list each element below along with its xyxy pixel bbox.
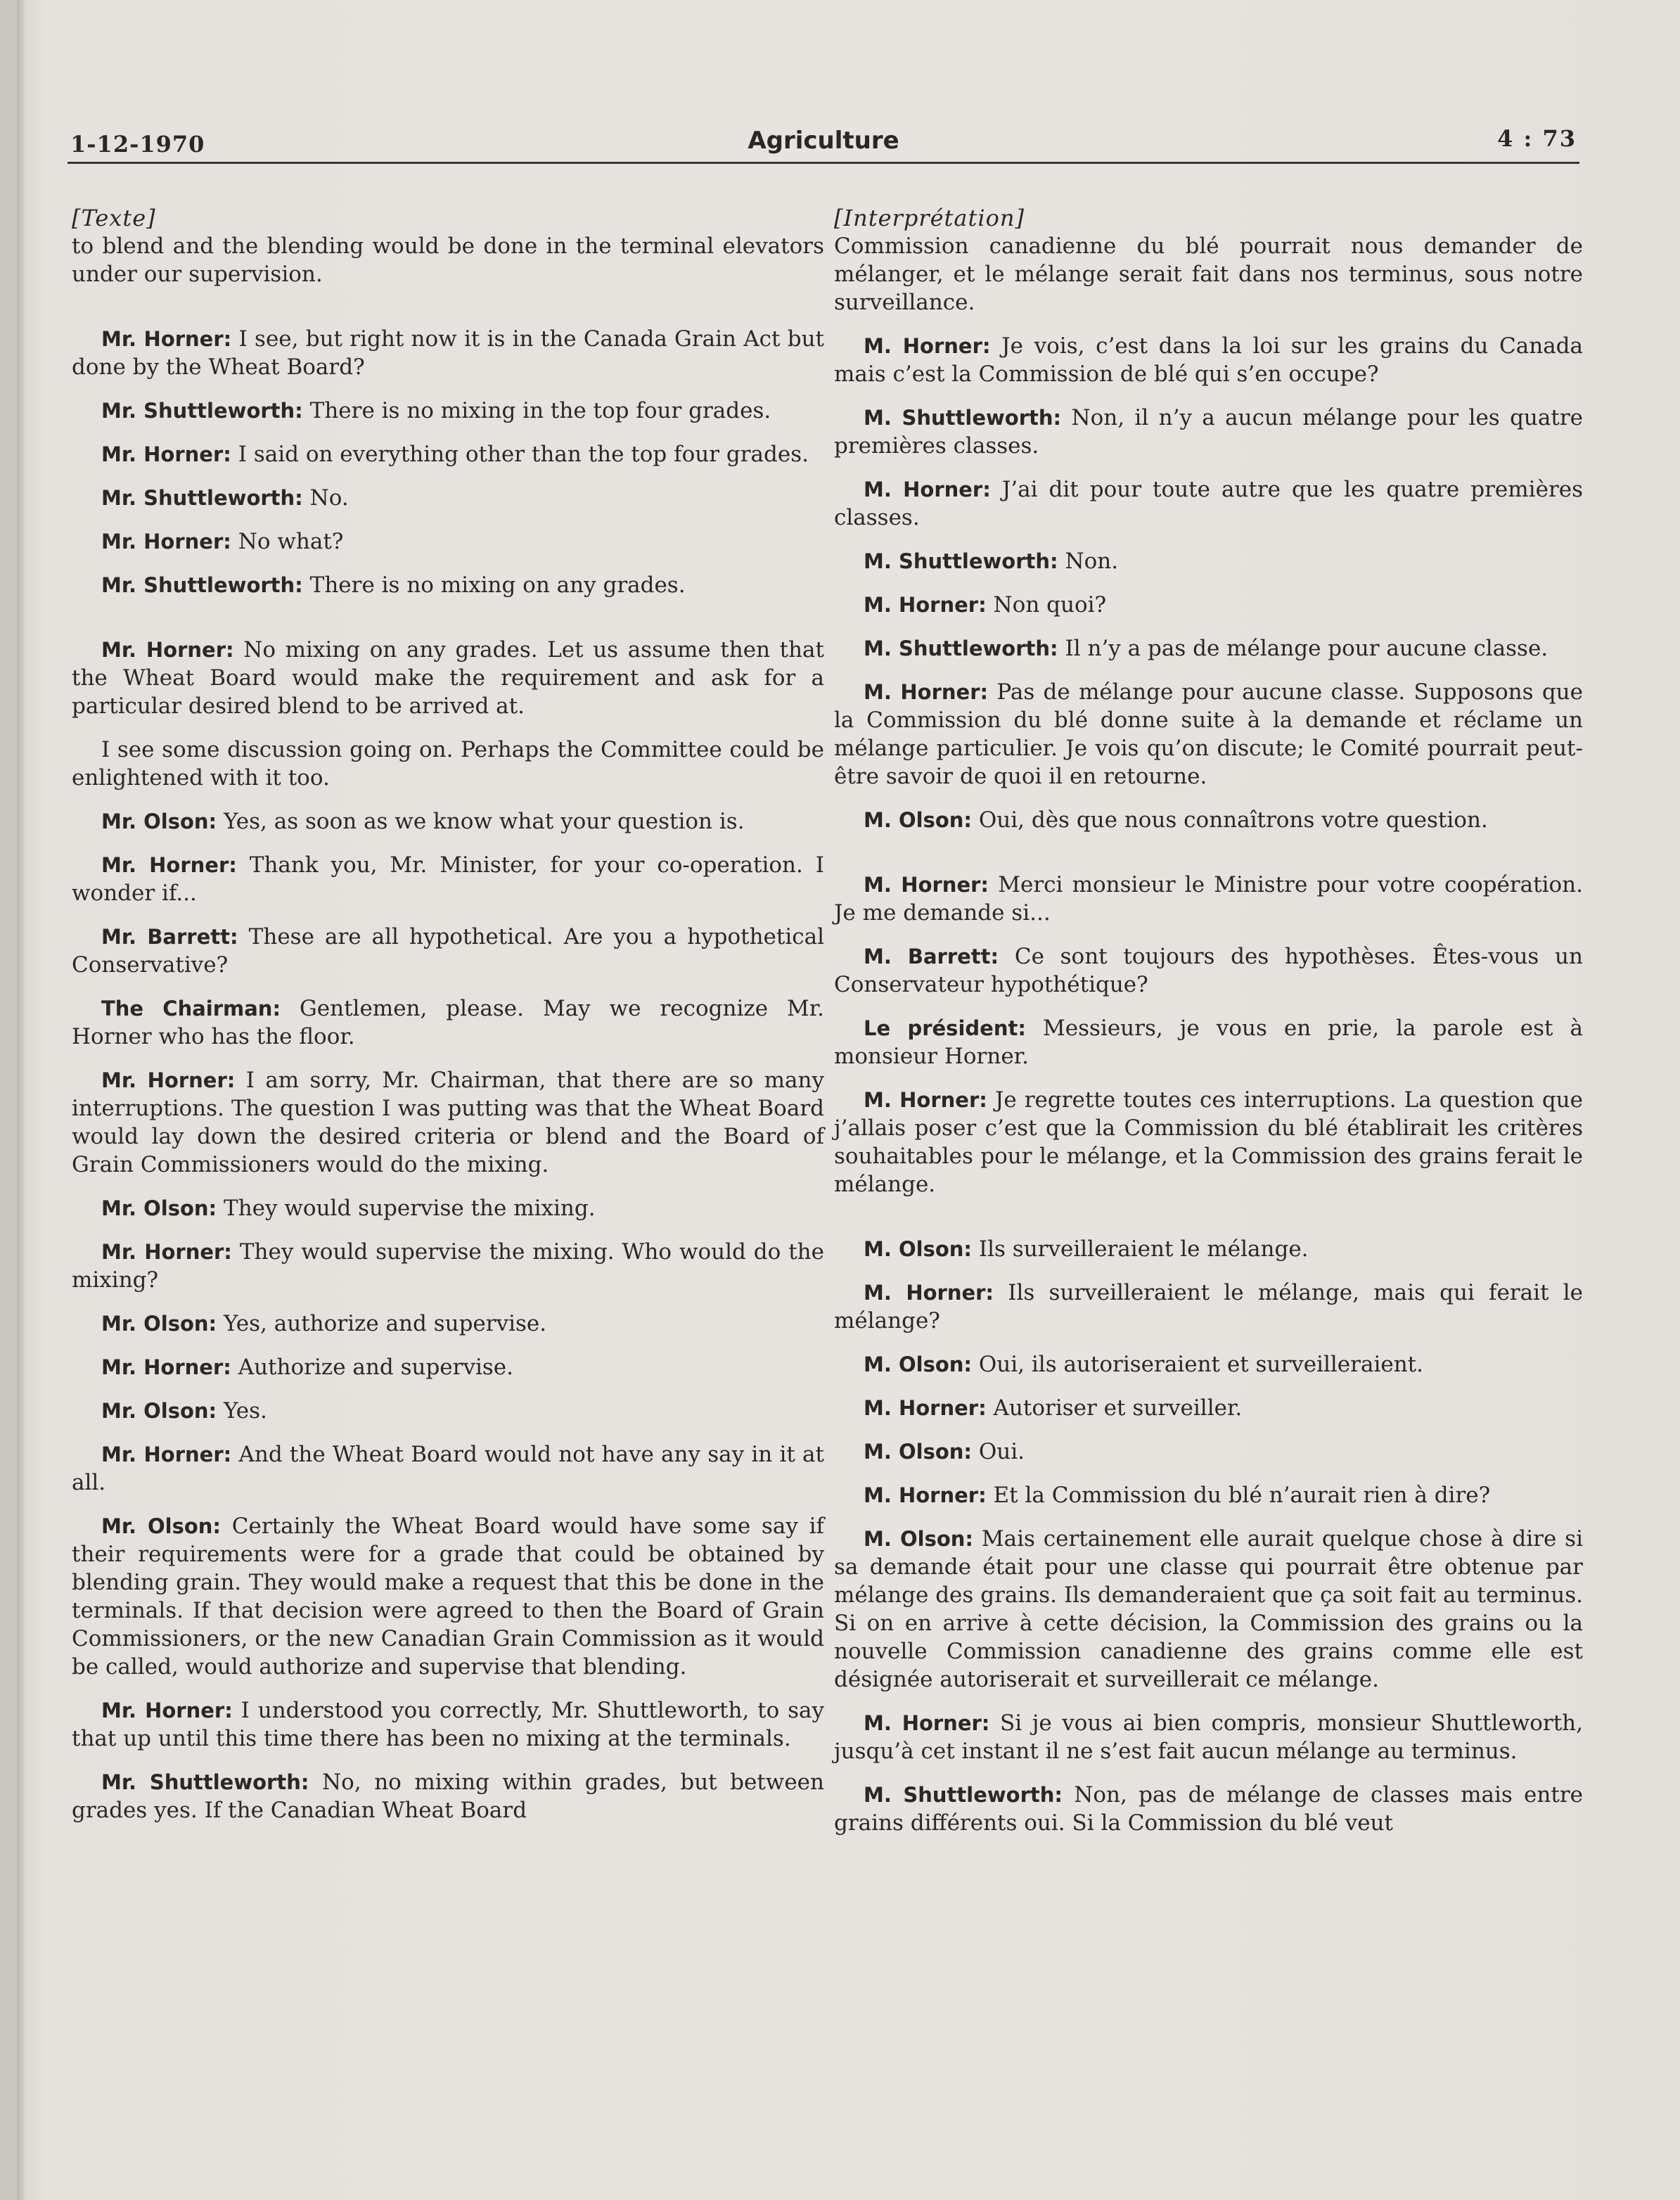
speech-text: I understood you correctly, Mr. Shuttleworth, to say that up until this time there has been no mixing at the terminals. [72,1698,824,1751]
transcript-paragraph [72,736,824,792]
speech-text: They would supervise the mixing. Who would do the mixing? [72,1239,824,1293]
transcript-paragraph [834,547,1583,575]
speech-text: These are all hypothetical. Are you a hypothetical Conservative? [72,924,825,978]
speech-text: Yes, authorize and supervise. [224,1311,547,1336]
transcript-paragraph [834,1014,1583,1070]
speech-text: Oui, ils autoriseraient et surveilleraient. [978,1352,1423,1377]
paragraph-gap [834,1214,1583,1235]
speech-text: Ils surveilleraient le mélange. [978,1236,1309,1262]
speaker-name: Mr. Olson: [101,1196,217,1220]
speaker-name: M. Horner: [864,680,989,704]
speaker-name: M. Olson: [864,808,972,832]
transcript-paragraph [72,232,824,288]
transcript-paragraph [72,1194,824,1222]
speech-text: Merci monsieur le Ministre pour votre coopération. Je me demande si... [834,872,1583,926]
speaker-name: Mr. Horner: [101,442,231,466]
speech-text: Il n’y a pas de mélange pour aucune classe. [1065,636,1548,661]
speaker-name: Mr. Horner: [101,1240,232,1264]
speaker-name: Mr. Horner: [101,853,237,877]
speaker-name: M. Olson: [864,1352,972,1376]
speech-text: Et la Commission du blé n’aurait rien à dire? [993,1483,1491,1508]
speaker-name: The Chairman: [101,997,281,1021]
speaker-name: Mr. Olson: [101,1514,222,1538]
speaker-name: Mr. Horner: [101,1068,236,1092]
transcript-paragraph [834,1394,1583,1422]
speaker-name: M. Shuttleworth: [864,549,1058,573]
transcript-paragraph [72,1397,824,1425]
speaker-name: Mr. Horner: [101,327,232,351]
transcript-paragraph [72,851,824,907]
speech-text: And the Wheat Board would not have any say in it at all. [72,1442,824,1495]
speech-text: Je regrette toutes ces interruptions. La question que j’allais poser c’est que la Commission du blé établirait les critères souhaitables pour le mélange, et la Commission des grains ferait le mélange. [834,1087,1583,1197]
transcript-paragraph [72,995,824,1051]
transcript-paragraph [834,1350,1583,1379]
speech-text: I said on everything other than the top four grades. [238,442,809,467]
speech-text: There is no mixing on any grades. [309,573,686,598]
transcript-paragraph [72,1696,824,1753]
speaker-name: M. Horner: [864,1396,987,1420]
transcript-paragraph [72,571,824,599]
speech-text: to blend and the blending would be done in the terminal elevators under our supervision. [72,234,824,287]
transcript-paragraph [834,404,1583,460]
speaker-name: M. Horner: [864,478,991,501]
speech-text: Gentlemen, please. May we recognize Mr. Horner who has the floor. [72,996,824,1049]
transcript-paragraph [72,636,824,720]
transcript-paragraph [834,871,1583,927]
speech-text: Mais certainement elle aurait quelque chose à dire si sa demande était pour une classe qui pourrait être obtenue par mélange des grains. Ils demanderaient que ça soit fait au terminus. Si on en arrive à cette décision, la Commission des grains ou la nouvelle Commission canadienne des grains comme elle est désignée autoriserait et surveillerait ce mélange. [834,1526,1583,1692]
transcript-paragraph [72,1353,824,1381]
speech-text: J’ai dit pour toute autre que les quatre premières classes. [834,477,1584,530]
section-label-texte: [Texte] [72,205,156,231]
transcript-paragraph [834,1438,1583,1466]
transcript-paragraph [72,325,824,381]
speaker-name: Mr. Olson: [101,1399,217,1423]
transcript-paragraph [834,1781,1583,1837]
speaker-name: Mr. Shuttleworth: [101,399,303,423]
speaker-name: M. Horner: [864,1483,987,1507]
speaker-name: M. Horner: [864,593,987,617]
speaker-name: Mr. Horner: [101,1355,231,1379]
speech-text: Je vois, c’est dans la loi sur les grains du Canada mais c’est la Commission de blé qui s’en occupe? [834,333,1584,387]
speech-text: Ce sont toujours des hypothèses. Êtes-vous un Conservateur hypothétique? [834,944,1583,997]
speaker-name: Mr. Shuttleworth: [101,573,303,597]
speaker-name: M. Barrett: [864,945,999,968]
transcript-paragraph [834,232,1583,316]
speaker-name: M. Horner: [864,334,991,358]
speech-text: I see some discussion going on. Perhaps the Committee could be enlightened with it too. [72,737,824,791]
transcript-paragraph [72,1066,824,1179]
transcript-paragraph [834,1481,1583,1509]
transcript-paragraph [72,807,824,836]
speaker-name: M. Horner: [864,1711,990,1735]
running-header [68,105,1579,164]
speech-text: They would supervise the mixing. [224,1196,596,1221]
speaker-name: Mr. Barrett: [101,925,238,949]
transcript-paragraph [834,332,1583,388]
paragraph-gap [72,615,824,636]
transcript-paragraph [834,591,1583,619]
speech-text: There is no mixing in the top four grades. [309,398,771,423]
speech-text: Ils surveilleraient le mélange, mais qui ferait le mélange? [834,1280,1584,1334]
transcript-paragraph [834,1279,1583,1335]
speech-text: Oui, dès que nous connaîtrons votre question. [978,807,1488,833]
speaker-name: Mr. Horner: [101,530,231,554]
speaker-name: M. Olson: [864,1237,972,1261]
transcript-paragraph [834,806,1583,834]
transcript-paragraph [834,942,1583,999]
transcript-paragraph [72,1512,824,1681]
speech-text: Authorize and supervise. [238,1355,513,1380]
speaker-name: Mr. Olson: [101,810,217,833]
transcript-paragraph [72,1440,824,1497]
paragraph-gap [834,850,1583,871]
speech-text: No mixing on any grades. Let us assume then that the Wheat Board would make the requirement and ask for a particular desired blend to be arrived at. [72,637,824,719]
transcript-paragraph [72,923,824,979]
speaker-name: Le président: [864,1016,1026,1040]
speech-text: Commission canadienne du blé pourrait nous demander de mélanger, et le mélange serait fait dans nos terminus, sous notre surveillance. [834,234,1583,315]
header-page-number: 4 : 73 [1497,125,1577,152]
speaker-name: M. Horner: [864,873,989,897]
speech-text: I see, but right now it is in the Canada Grain Act but done by the Wheat Board? [72,326,824,380]
transcript-paragraph [834,475,1583,532]
french-column [834,204,1583,1853]
speaker-name: Mr. Shuttleworth: [101,486,303,510]
speech-text: Yes. [224,1398,267,1424]
speaker-name: M. Horner: [864,1281,994,1305]
speech-text: Si je vous ai bien compris, monsieur Shuttleworth, jusqu’à cet instant il ne s’est fait aucun mélange au terminus. [834,1710,1583,1764]
speaker-name: Mr. Olson: [101,1312,217,1336]
transcript-paragraph [834,1086,1583,1198]
speech-text: Messieurs, je vous en prie, la parole est à monsieur Horner. [834,1016,1583,1069]
speech-text: Non, il n’y a aucun mélange pour les quatre premières classes. [834,405,1583,459]
header-date: 1-12-1970 [70,131,205,158]
speaker-name: Mr. Horner: [101,1699,233,1722]
transcript-paragraph [72,1768,824,1824]
header-title: Agriculture [748,127,899,155]
speaker-name: M. Shuttleworth: [864,637,1058,660]
transcript-paragraph [834,634,1583,663]
speaker-name: Mr. Shuttleworth: [101,1770,309,1794]
speech-text: Yes, as soon as we know what your question is. [224,809,745,834]
transcript-paragraph [72,484,824,512]
english-column [72,204,824,1840]
speech-text: Thank you, Mr. Minister, for your co-operation. I wonder if... [72,852,824,906]
speaker-name: Mr. Horner: [101,1443,232,1466]
speaker-name: M. Olson: [864,1440,972,1464]
transcript-paragraph [72,1310,824,1338]
speech-text: Autoriser et surveiller. [993,1395,1243,1421]
speech-text: I am sorry, Mr. Chairman, that there are so many interruptions. The question I was putting was that the Wheat Board would lay down the desired criteria or blend and the Board of Grain Commissioners would do the mixing. [72,1068,824,1177]
speaker-name: M. Olson: [864,1527,973,1551]
speech-text: No what? [238,529,344,554]
speech-text: Non. [1065,549,1119,574]
transcript-paragraph [834,1709,1583,1765]
transcript-paragraph [834,1235,1583,1263]
transcript-paragraph [72,527,824,556]
speaker-name: Mr. Horner: [101,638,234,662]
speech-text: Certainly the Wheat Board would have some say if their requirements were for a grade that could be obtained by blending grain. They would make a request that this be done in the terminals. If that decision were agreed to then the Board of Grain Commissioners, or the new Canadian Grain Commission as it would be called, would authorize and supervise that blending. [72,1514,824,1680]
transcript-paragraph [72,1238,824,1294]
speech-text: No. [309,485,349,511]
transcript-paragraph [72,397,824,425]
page [17,0,1680,2200]
speech-text: Pas de mélange pour aucune classe. Supposons que la Commission du blé donne suite à la demande et réclame un mélange particulier. Je vois qu’on discute; le Comité pourrait peut-être savoir de quoi il en retourne. [834,679,1583,789]
speaker-name: M. Horner: [864,1088,987,1112]
speech-text: Non quoi? [993,592,1107,618]
speech-text: Non, pas de mélange de classes mais entre grains différents oui. Si la Commission du blé veut [834,1782,1583,1836]
paragraph-gap [72,304,824,325]
section-label-interpretation: [Interprétation] [834,205,1025,231]
speech-text: Oui. [978,1439,1025,1464]
transcript-paragraph [834,678,1583,791]
transcript-paragraph [72,440,824,468]
speech-text: No, no mixing within grades, but between grades yes. If the Canadian Wheat Board [72,1770,824,1823]
speaker-name: M. Shuttleworth: [864,1783,1063,1807]
transcript-paragraph [834,1525,1583,1694]
speaker-name: M. Shuttleworth: [864,406,1062,430]
